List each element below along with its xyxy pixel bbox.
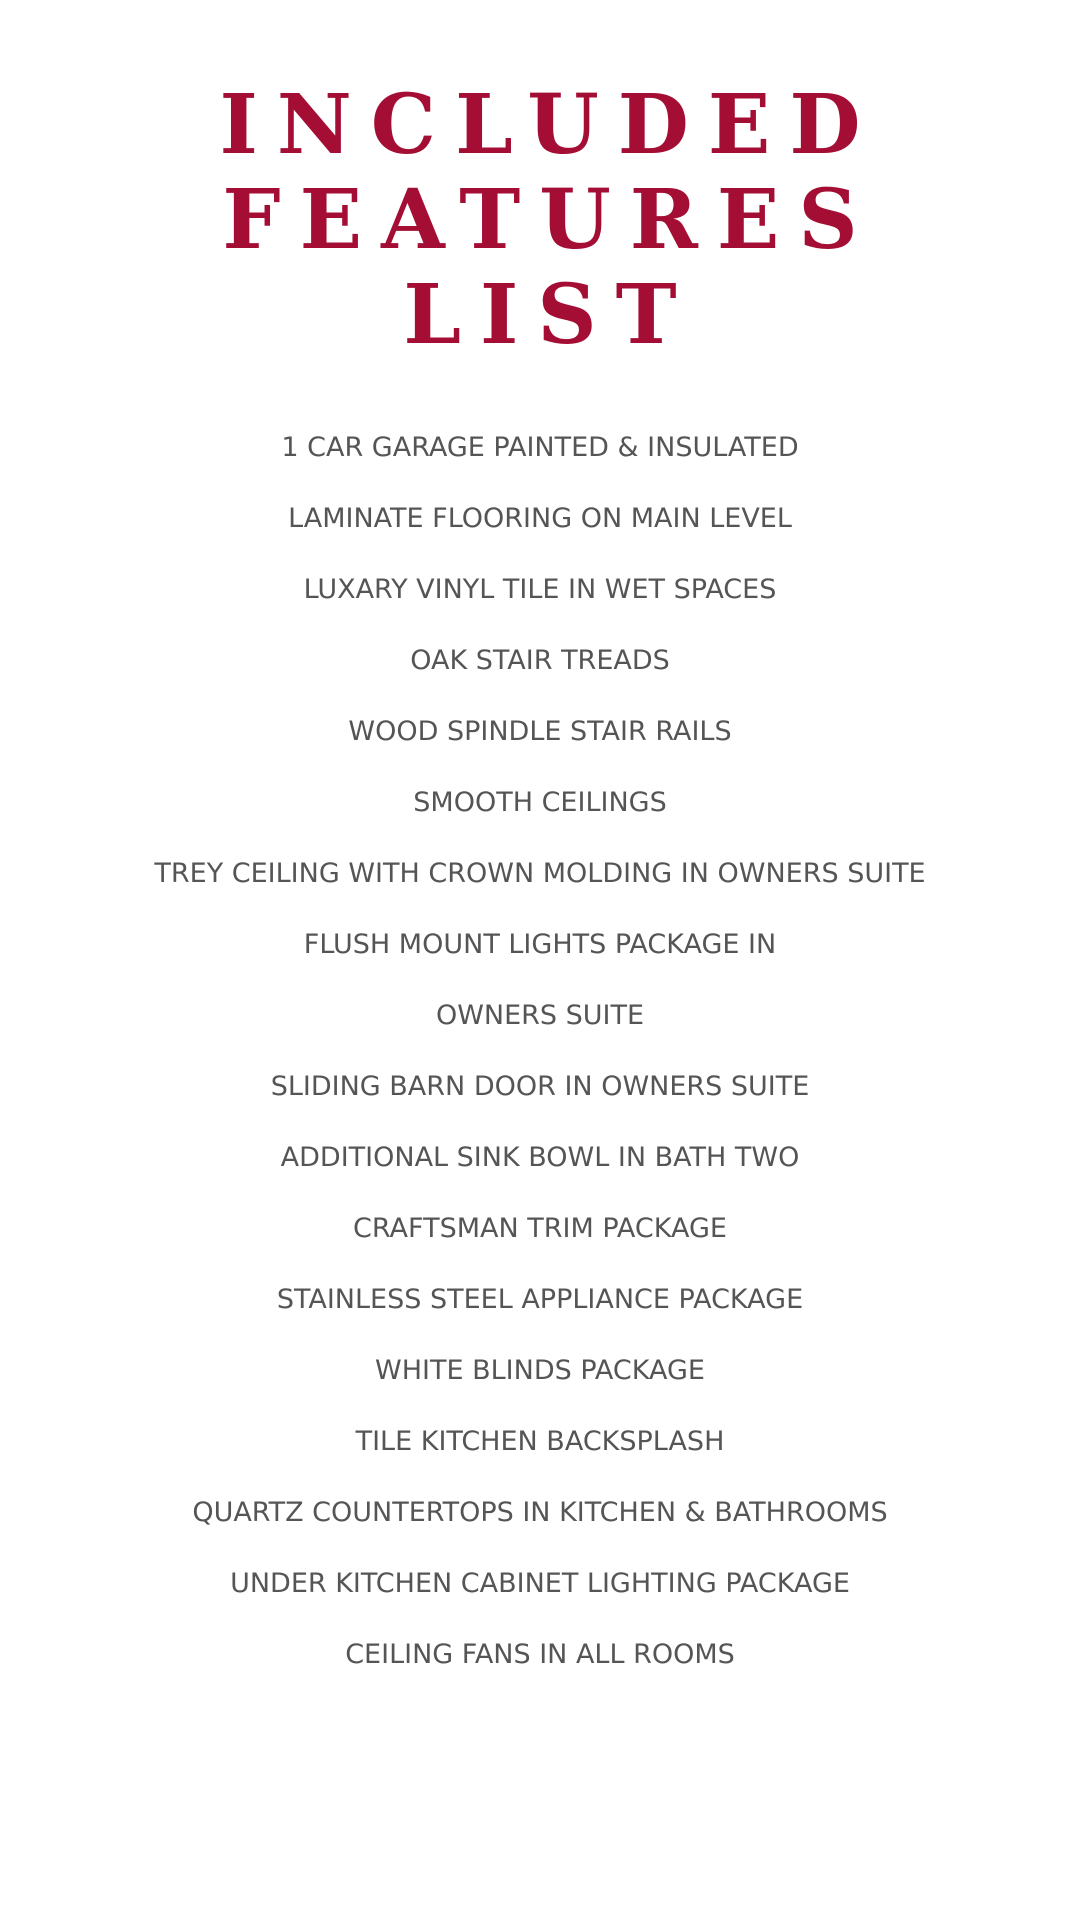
page-title	[0, 78, 1080, 363]
feature-item: WHITE BLINDS PACKAGE	[375, 1355, 705, 1386]
feature-item: OWNERS SUITE	[435, 1000, 645, 1031]
feature-item: SMOOTH CEILINGS	[413, 787, 667, 818]
feature-item: UNDER KITCHEN CABINET LIGHTING PACKAGE	[230, 1568, 850, 1599]
feature-item: TREY CEILING WITH CROWN MOLDING IN OWNERS SUITE	[154, 858, 926, 889]
feature-item: LUXARY VINYL TILE IN WET SPACES	[303, 574, 777, 605]
feature-item: FLUSH MOUNT LIGHTS PACKAGE IN	[303, 929, 777, 960]
page-title-line-1: INCLUDED	[219, 77, 880, 173]
feature-item: OAK STAIR TREADS	[410, 645, 670, 676]
feature-item: LAMINATE FLOORING ON MAIN LEVEL	[288, 503, 792, 534]
feature-item: ADDITIONAL SINK BOWL IN BATH TWO	[280, 1142, 800, 1173]
feature-item: SLIDING BARN DOOR IN OWNERS SUITE	[270, 1071, 810, 1102]
page-title-line-2: FEATURES	[222, 172, 877, 268]
page-title-line-3: LIST	[403, 267, 696, 363]
features-list	[0, 412, 1080, 1690]
feature-item: QUARTZ COUNTERTOPS IN KITCHEN & BATHROOMS	[192, 1497, 888, 1528]
feature-item: CRAFTSMAN TRIM PACKAGE	[353, 1213, 727, 1244]
feature-item: 1 CAR GARAGE PAINTED & INSULATED	[281, 432, 799, 463]
feature-item: TILE KITCHEN BACKSPLASH	[355, 1426, 725, 1457]
feature-item: STAINLESS STEEL APPLIANCE PACKAGE	[276, 1284, 804, 1315]
feature-item: WOOD SPINDLE STAIR RAILS	[348, 716, 732, 747]
feature-item: CEILING FANS IN ALL ROOMS	[345, 1639, 735, 1670]
